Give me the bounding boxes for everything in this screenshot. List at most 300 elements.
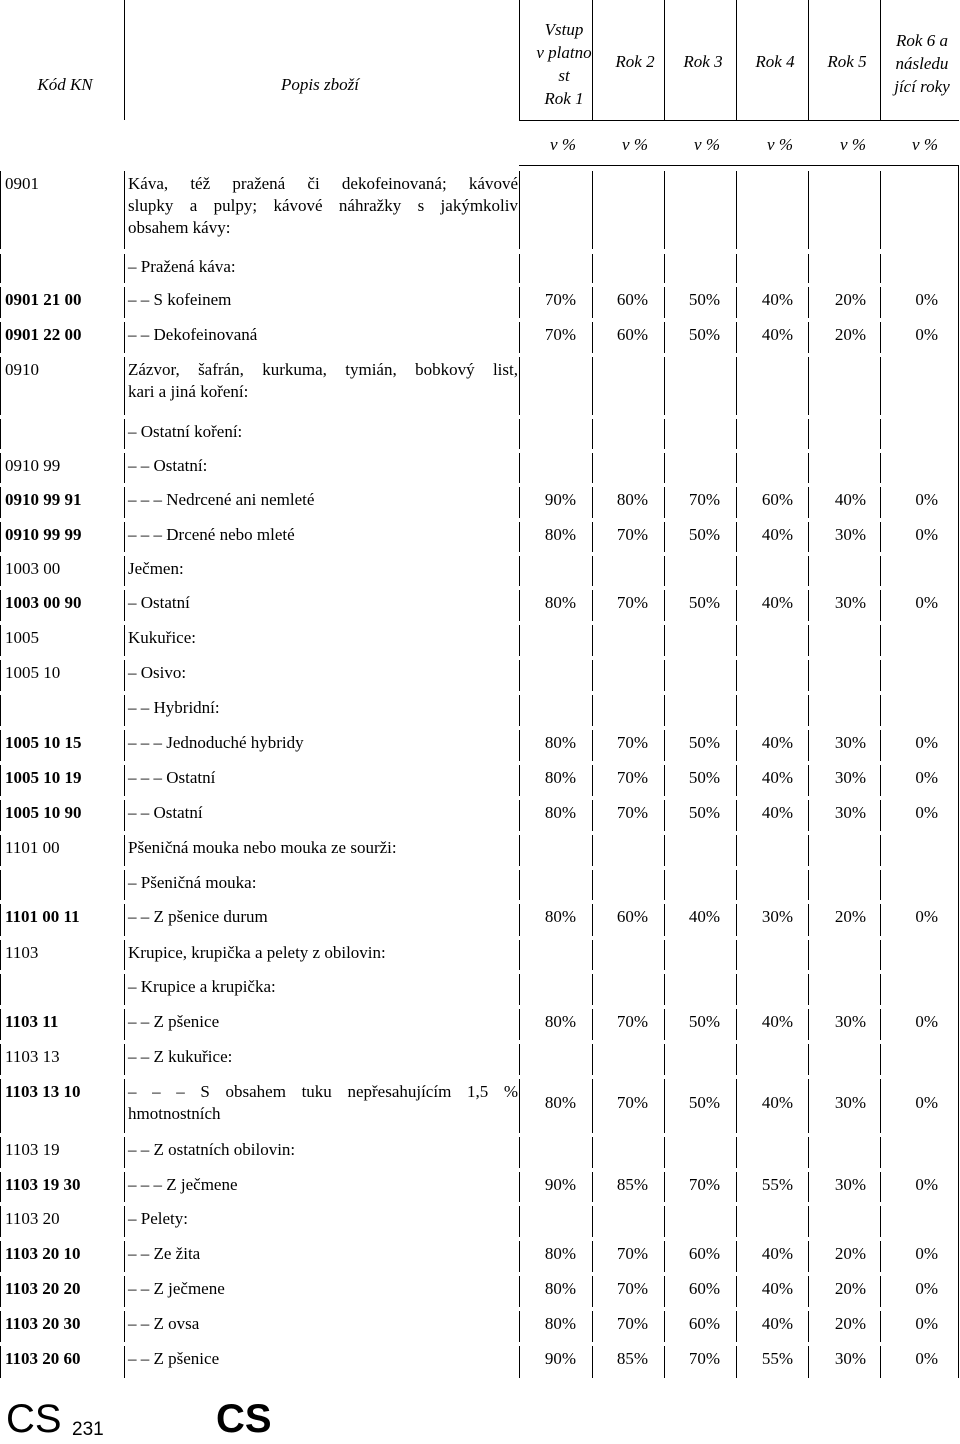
header-rok6: [884, 29, 960, 98]
row-code: 1103 13: [5, 1047, 60, 1066]
row-code: 0901: [5, 174, 39, 193]
row-divider: [880, 974, 881, 1005]
description-line: – – – S obsahem tuku nepřesahujícím 1,5 %: [128, 1082, 518, 1101]
row-divider: [808, 419, 809, 449]
row-divider: [880, 287, 881, 318]
unit-label: v %: [767, 135, 793, 154]
row-divider: [519, 1276, 520, 1307]
row-divider: [0, 1009, 1, 1040]
row-divider: [880, 1241, 881, 1272]
rate-value: 20%: [834, 907, 866, 926]
row-divider: [124, 730, 125, 761]
row-divider: [519, 322, 520, 353]
row-divider: [808, 765, 809, 796]
row-divider: [124, 1044, 125, 1075]
row-divider: [0, 730, 1, 761]
rate-value: 30%: [761, 907, 793, 926]
rate-value: 60%: [616, 907, 648, 926]
row-divider: [124, 765, 125, 796]
row-divider: [736, 254, 737, 283]
row-divider: [592, 1276, 593, 1307]
row-divider: [880, 940, 881, 970]
unit-label: v %: [694, 135, 720, 154]
row-divider: [736, 1009, 737, 1040]
row-description: [128, 976, 276, 998]
row-code: 0910: [5, 360, 39, 379]
row-divider: [880, 800, 881, 831]
rate-value: 50%: [688, 593, 720, 612]
row-divider: [519, 556, 520, 586]
header-rok3: Rok 3: [683, 52, 723, 71]
row-divider: [124, 453, 125, 483]
row-divider: [736, 522, 737, 552]
row-divider: [664, 1172, 665, 1202]
row-divider: [808, 1137, 809, 1168]
header-divider: [736, 0, 737, 120]
row-divider: [0, 453, 1, 483]
row-description: [128, 802, 203, 824]
row-description: [128, 662, 186, 684]
row-divider: [592, 940, 593, 970]
row-divider: [0, 556, 1, 586]
row-description: [128, 837, 397, 859]
row-divider: [124, 357, 125, 415]
row-divider: [808, 1172, 809, 1202]
row-divider: [519, 453, 520, 483]
row-divider: [592, 556, 593, 586]
row-divider: [736, 870, 737, 900]
row-divider: [736, 974, 737, 1005]
row-divider: [0, 1137, 1, 1168]
row-divider: [808, 171, 809, 249]
row-divider: [736, 1079, 737, 1133]
row-divider: [124, 322, 125, 353]
description-line: Káva, též pražená či dekofeinovaná; kávové: [128, 174, 518, 193]
footer-page-number: 231: [72, 1419, 104, 1440]
rate-value: 60%: [616, 290, 648, 309]
row-divider: [736, 1276, 737, 1307]
row-divider: [0, 1241, 1, 1272]
rate-value: 70%: [544, 290, 576, 309]
row-divider: [519, 1137, 520, 1168]
row-divider: [808, 453, 809, 483]
row-divider: [592, 419, 593, 449]
row-divider: [124, 1172, 125, 1202]
row-code: 1005 10: [5, 663, 61, 682]
unit-label: v %: [550, 135, 576, 154]
row-divider: [958, 419, 959, 449]
row-divider: [592, 1079, 593, 1133]
row-divider: [736, 357, 737, 415]
row-divider: [958, 765, 959, 796]
unit-label: v %: [912, 135, 938, 154]
rate-value: 30%: [834, 768, 866, 787]
row-description: [128, 289, 231, 311]
rate-value: 30%: [834, 525, 866, 544]
rate-value: 50%: [688, 325, 720, 344]
rate-value: 40%: [761, 733, 793, 752]
row-divider: [736, 940, 737, 970]
rate-value: 50%: [688, 768, 720, 787]
description-line: Kukuřice:: [128, 628, 196, 647]
row-divider: [124, 287, 125, 318]
row-divider: [880, 419, 881, 449]
row-divider: [808, 254, 809, 283]
row-divider: [664, 1276, 665, 1307]
row-description: [128, 906, 268, 928]
row-divider: [664, 1137, 665, 1168]
row-divider: [519, 590, 520, 621]
row-divider: [519, 974, 520, 1005]
row-divider: [880, 1276, 881, 1307]
row-divider: [736, 1346, 737, 1378]
rate-value: 20%: [834, 1244, 866, 1263]
rate-value: 80%: [544, 733, 576, 752]
row-divider: [880, 1009, 881, 1040]
row-divider: [592, 695, 593, 726]
row-divider: [808, 1346, 809, 1378]
row-description: [128, 173, 518, 239]
row-divider: [808, 695, 809, 726]
rate-value: 85%: [616, 1175, 648, 1194]
row-description: [128, 1208, 188, 1230]
row-divider: [664, 1241, 665, 1272]
row-divider: [880, 835, 881, 866]
row-divider: [664, 625, 665, 656]
rate-value: 50%: [688, 1093, 720, 1112]
header-divider: [519, 0, 520, 120]
row-divider: [736, 590, 737, 621]
rate-value: 20%: [834, 325, 866, 344]
header-vstup-line4: Rok 1: [544, 89, 584, 108]
row-divider: [592, 870, 593, 900]
row-divider: [664, 800, 665, 831]
row-divider: [736, 171, 737, 249]
row-divider: [808, 870, 809, 900]
rate-value: 70%: [616, 768, 648, 787]
row-divider: [519, 1172, 520, 1202]
rate-value: 30%: [834, 1175, 866, 1194]
row-divider: [124, 1079, 125, 1133]
row-divider: [736, 556, 737, 586]
row-code: 1003 00 90: [5, 593, 82, 612]
row-divider: [124, 487, 125, 518]
rate-value: 50%: [688, 525, 720, 544]
row-description: [128, 455, 207, 477]
rate-value: 50%: [688, 290, 720, 309]
rate-value: 60%: [761, 490, 793, 509]
rate-value: 40%: [761, 325, 793, 344]
row-divider: [664, 660, 665, 691]
rate-value: 40%: [761, 803, 793, 822]
row-divider: [880, 522, 881, 552]
header-divider: [124, 0, 125, 120]
header-rule: [519, 120, 959, 121]
row-divider: [592, 171, 593, 249]
row-divider: [958, 1311, 959, 1342]
row-divider: [124, 1311, 125, 1342]
rate-value: 70%: [616, 1314, 648, 1333]
row-divider: [880, 870, 881, 900]
row-divider: [519, 660, 520, 691]
row-divider: [664, 1346, 665, 1378]
rate-value: 60%: [616, 325, 648, 344]
row-divider: [958, 870, 959, 900]
row-divider: [124, 1276, 125, 1307]
row-divider: [958, 695, 959, 726]
rate-value: 40%: [761, 1093, 793, 1112]
row-description: [128, 1046, 232, 1068]
row-divider: [0, 870, 1, 900]
row-divider: [808, 1311, 809, 1342]
row-description: [128, 256, 236, 278]
row-divider: [519, 487, 520, 518]
description-line: – Ostatní koření:: [128, 422, 243, 441]
row-divider: [124, 1346, 125, 1378]
row-divider: [736, 835, 737, 866]
row-divider: [736, 800, 737, 831]
rate-value: 0%: [915, 1349, 938, 1368]
rate-value: 85%: [616, 1349, 648, 1368]
row-divider: [592, 904, 593, 936]
row-description: [128, 732, 304, 754]
row-divider: [736, 487, 737, 518]
header-divider: [880, 0, 881, 120]
row-divider: [124, 904, 125, 936]
row-code: 0910 99 99: [5, 525, 82, 544]
description-line: – Pelety:: [128, 1209, 188, 1228]
rate-value: 70%: [616, 1244, 648, 1263]
row-divider: [519, 1346, 520, 1378]
row-divider: [808, 1044, 809, 1075]
rate-value: 70%: [616, 1012, 648, 1031]
row-code: 0901 22 00: [5, 325, 82, 344]
row-divider: [958, 940, 959, 970]
row-divider: [0, 940, 1, 970]
row-divider: [519, 870, 520, 900]
footer-lang-left: CS: [6, 1397, 62, 1441]
row-description: [128, 767, 215, 789]
row-divider: [519, 940, 520, 970]
rate-value: 30%: [834, 1093, 866, 1112]
row-divider: [664, 357, 665, 415]
row-divider: [519, 1044, 520, 1075]
rate-value: 80%: [544, 768, 576, 787]
row-divider: [958, 835, 959, 866]
rate-value: 80%: [544, 1012, 576, 1031]
row-divider: [0, 765, 1, 796]
rate-value: 0%: [915, 1279, 938, 1298]
row-divider: [958, 1044, 959, 1075]
description-line: – Krupice a krupička:: [128, 977, 276, 996]
row-description: [128, 1139, 295, 1161]
row-divider: [592, 1172, 593, 1202]
row-divider: [592, 254, 593, 283]
rate-value: 0%: [915, 290, 938, 309]
rate-value: 30%: [834, 1349, 866, 1368]
row-divider: [736, 287, 737, 318]
row-description: [128, 872, 256, 894]
row-divider: [736, 765, 737, 796]
row-divider: [0, 625, 1, 656]
row-divider: [664, 730, 665, 761]
row-divider: [808, 660, 809, 691]
row-divider: [958, 1346, 959, 1378]
row-divider: [124, 254, 125, 283]
row-divider: [592, 487, 593, 518]
rate-value: 70%: [616, 525, 648, 544]
row-divider: [664, 904, 665, 936]
row-divider: [124, 1137, 125, 1168]
row-divider: [958, 556, 959, 586]
row-divider: [958, 730, 959, 761]
row-divider: [124, 625, 125, 656]
row-divider: [736, 904, 737, 936]
header-vstup-line2: v platno: [536, 43, 592, 62]
rate-value: 0%: [915, 1314, 938, 1333]
row-divider: [880, 765, 881, 796]
row-code: 1103 20 30: [5, 1314, 81, 1333]
description-line: – – Dekofeinovaná: [128, 325, 258, 344]
rate-value: 40%: [761, 1012, 793, 1031]
row-divider: [958, 1009, 959, 1040]
rate-value: 30%: [834, 803, 866, 822]
description-line: – – Hybridní:: [128, 698, 220, 717]
row-divider: [0, 1346, 1, 1378]
rate-value: 40%: [761, 593, 793, 612]
rate-value: 70%: [616, 733, 648, 752]
description-line: – – – Z ječmene: [128, 1175, 238, 1194]
description-line: – – Z pšenice: [128, 1012, 220, 1031]
row-divider: [124, 695, 125, 726]
rate-value: 90%: [544, 490, 576, 509]
row-divider: [124, 1206, 125, 1237]
rate-value: 80%: [544, 525, 576, 544]
rate-value: 40%: [834, 490, 866, 509]
row-description: [128, 1081, 518, 1125]
row-divider: [592, 1009, 593, 1040]
row-divider: [880, 487, 881, 518]
units-rule: [519, 165, 959, 166]
row-divider: [958, 625, 959, 656]
row-divider: [958, 254, 959, 283]
description-line: – – Z pšenice durum: [128, 907, 268, 926]
row-divider: [0, 1206, 1, 1237]
row-divider: [808, 357, 809, 415]
rate-value: 80%: [544, 1279, 576, 1298]
row-divider: [592, 287, 593, 318]
rate-value: 80%: [544, 803, 576, 822]
row-divider: [880, 695, 881, 726]
row-code: 0910 99: [5, 456, 61, 475]
row-divider: [0, 487, 1, 518]
row-description: [128, 324, 257, 346]
row-description: [128, 489, 314, 511]
rate-value: 0%: [915, 1175, 938, 1194]
row-description: [128, 1011, 219, 1033]
row-divider: [736, 1206, 737, 1237]
row-divider: [519, 357, 520, 415]
row-divider: [958, 1172, 959, 1202]
row-code: 1103 19 30: [5, 1175, 81, 1194]
row-divider: [124, 522, 125, 552]
row-divider: [958, 1137, 959, 1168]
row-divider: [736, 1311, 737, 1342]
rate-value: 70%: [688, 490, 720, 509]
row-divider: [124, 870, 125, 900]
row-divider: [664, 974, 665, 1005]
header-rok4: Rok 4: [755, 52, 795, 71]
row-divider: [0, 419, 1, 449]
row-divider: [880, 625, 881, 656]
header-popis: Popis zboží: [281, 75, 359, 94]
row-divider: [0, 357, 1, 415]
description-line: Krupice, krupička a pelety z obilovin:: [128, 943, 386, 962]
row-divider: [880, 357, 881, 415]
row-divider: [592, 1346, 593, 1378]
row-divider: [592, 1044, 593, 1075]
row-divider: [0, 287, 1, 318]
row-divider: [736, 1241, 737, 1272]
row-divider: [519, 835, 520, 866]
row-divider: [880, 556, 881, 586]
row-divider: [880, 322, 881, 353]
row-divider: [808, 730, 809, 761]
header-divider: [592, 0, 593, 120]
row-divider: [880, 1206, 881, 1237]
row-divider: [519, 1079, 520, 1133]
row-divider: [736, 1137, 737, 1168]
row-divider: [736, 1044, 737, 1075]
rate-value: 40%: [761, 1244, 793, 1263]
row-divider: [664, 1206, 665, 1237]
row-divider: [664, 1079, 665, 1133]
row-divider: [592, 1241, 593, 1272]
row-code: 0901 21 00: [5, 290, 82, 309]
row-divider: [958, 660, 959, 691]
description-line: – – – Ostatní: [128, 768, 216, 787]
row-description: [128, 1278, 225, 1300]
row-divider: [958, 1079, 959, 1133]
row-divider: [0, 590, 1, 621]
row-divider: [664, 1044, 665, 1075]
row-divider: [958, 357, 959, 415]
row-divider: [519, 625, 520, 656]
row-divider: [664, 590, 665, 621]
row-divider: [519, 1206, 520, 1237]
rate-value: 40%: [761, 1279, 793, 1298]
header-vstup-line1: Vstup: [544, 20, 584, 39]
row-divider: [592, 322, 593, 353]
row-code: 1103 13 10: [5, 1082, 81, 1101]
rate-value: 50%: [688, 1012, 720, 1031]
rate-value: 0%: [915, 593, 938, 612]
row-divider: [124, 974, 125, 1005]
row-divider: [519, 695, 520, 726]
rate-value: 40%: [688, 907, 720, 926]
row-divider: [519, 1009, 520, 1040]
description-line: – Ostatní: [128, 593, 190, 612]
row-divider: [124, 556, 125, 586]
rate-value: 70%: [616, 803, 648, 822]
row-divider: [664, 835, 665, 866]
row-divider: [958, 1276, 959, 1307]
rate-value: 55%: [761, 1349, 793, 1368]
row-code: 1101 00 11: [5, 907, 80, 926]
row-divider: [592, 765, 593, 796]
row-divider: [592, 453, 593, 483]
row-code: 1005: [5, 628, 39, 647]
